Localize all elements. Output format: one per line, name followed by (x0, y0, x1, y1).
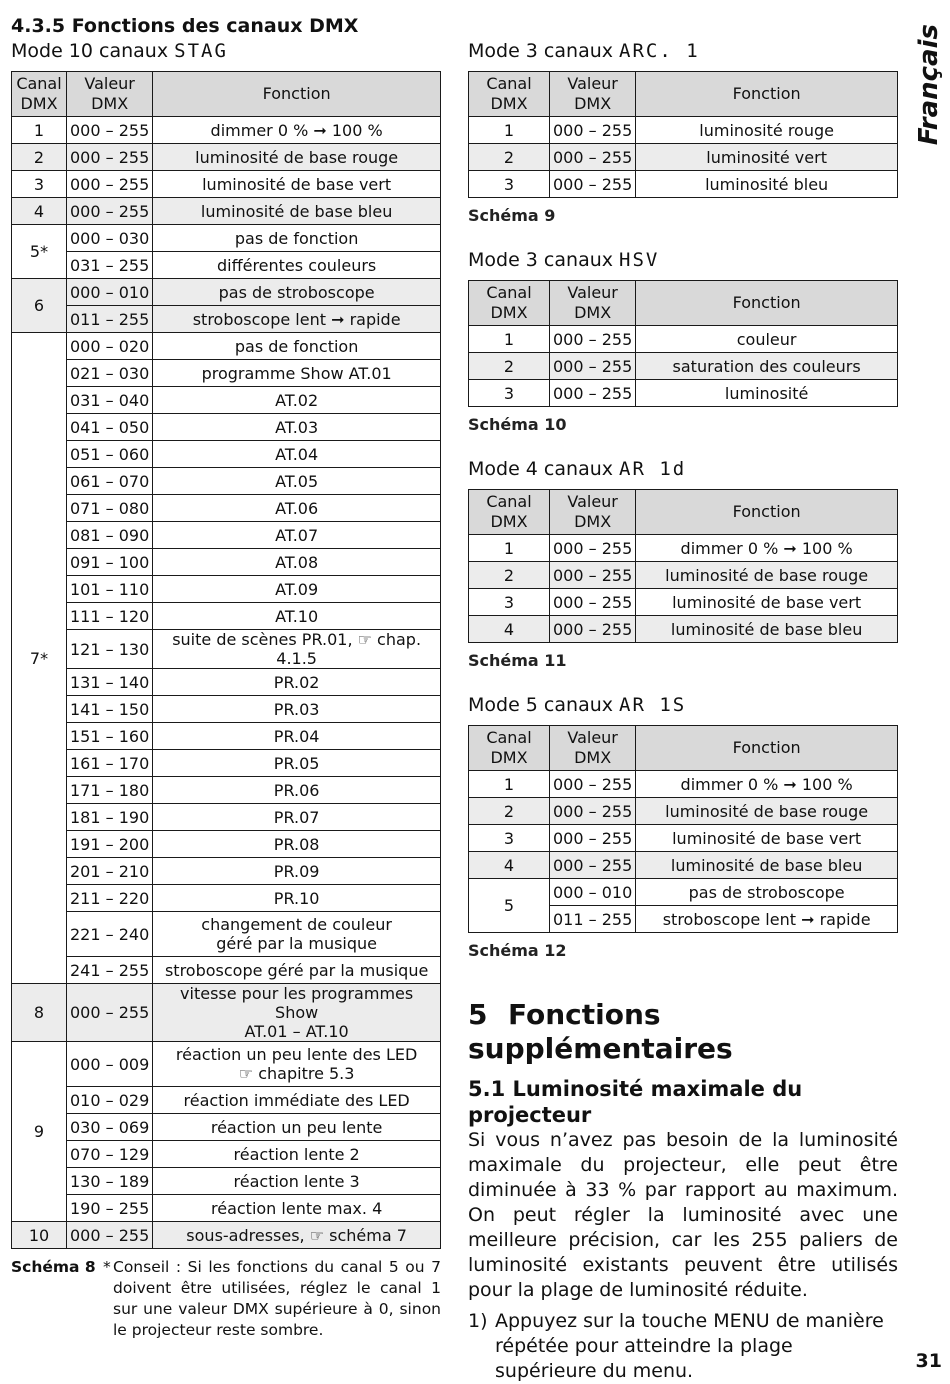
table-row (469, 117, 898, 144)
value-cell: 000 – 255 (67, 117, 153, 144)
value-cell: 051 – 060 (67, 441, 153, 468)
table-row (12, 522, 441, 549)
table-row (12, 696, 441, 723)
table-row (469, 562, 898, 589)
function-cell: PR.10 (153, 885, 441, 912)
table-row (12, 1087, 441, 1114)
value-cell: 000 – 255 (550, 852, 636, 879)
function-cell: luminosité de base bleu (153, 198, 441, 225)
function-cell: AT.06 (153, 495, 441, 522)
channel-cell: 3 (469, 171, 550, 198)
value-cell: 221 – 240 (67, 912, 153, 957)
channel-cell: 5 (469, 879, 550, 933)
function-cell: luminosité bleu (636, 171, 898, 198)
value-cell: 111 – 120 (67, 603, 153, 630)
function-cell: luminosité rouge (636, 117, 898, 144)
value-cell: 190 – 255 (67, 1195, 153, 1222)
value-cell: 071 – 080 (67, 495, 153, 522)
function-cell: stroboscope géré par la musique (153, 957, 441, 984)
table-row (469, 144, 898, 171)
value-cell: 121 – 130 (67, 630, 153, 669)
function-cell: PR.03 (153, 696, 441, 723)
table-row (12, 360, 441, 387)
value-cell: 000 – 255 (67, 1222, 153, 1249)
table-row (12, 1168, 441, 1195)
value-cell: 181 – 190 (67, 804, 153, 831)
channel-cell: 3 (469, 825, 550, 852)
section5-paragraph: Si vous n’avez pas besoin de la luminosité maximale du projecteur, elle peut être diminuée à 33 % par rapport au maximum. On peut régler la luminosité avec une meilleure précision, car les 255 paliers de luminosité existants peuvent être utilisés pour la plage de luminosité réduite. (468, 1129, 898, 1301)
channel-cell: 1 (469, 535, 550, 562)
value-cell: 241 – 255 (67, 957, 153, 984)
mode10-caption: Schéma 8 (11, 1258, 96, 1276)
function-cell: saturation des couleurs (636, 353, 898, 380)
channel-cell: 2 (469, 798, 550, 825)
value-cell: 000 – 255 (550, 353, 636, 380)
table-row (12, 1141, 441, 1168)
mode4-caption: Schéma 11 (468, 651, 567, 670)
value-cell: 031 – 040 (67, 387, 153, 414)
function-cell: AT.07 (153, 522, 441, 549)
table-row (12, 441, 441, 468)
function-cell: luminosité de base bleu (636, 852, 898, 879)
note-star: * (103, 1258, 111, 1276)
function-cell: programme Show AT.01 (153, 360, 441, 387)
table-row (12, 957, 441, 984)
function-cell: luminosité de base rouge (636, 562, 898, 589)
channel-cell: 9 (12, 1042, 67, 1222)
table-row (469, 380, 898, 407)
channel-cell: 1 (469, 117, 550, 144)
channel-cell: 1 (469, 771, 550, 798)
function-cell: vitesse pour les programmes Show AT.01 – AT.10 (153, 984, 441, 1042)
mode10-note (11, 1257, 441, 1341)
value-cell: 081 – 090 (67, 522, 153, 549)
function-cell: pas de stroboscope (636, 879, 898, 906)
channel-cell: 7* (12, 333, 67, 984)
mode3a-title: Mode 3 canaux ARC. 1 (468, 40, 700, 62)
function-cell: luminosité de base vert (153, 171, 441, 198)
function-cell: luminosité de base vert (636, 589, 898, 616)
function-cell: changement de couleur géré par la musique (153, 912, 441, 957)
table-row (12, 468, 441, 495)
function-cell: PR.07 (153, 804, 441, 831)
table-row (469, 326, 898, 353)
value-cell: 000 – 010 (67, 279, 153, 306)
value-cell: 211 – 220 (67, 885, 153, 912)
function-cell: couleur (636, 326, 898, 353)
table-row (469, 798, 898, 825)
channel-cell: 10 (12, 1222, 67, 1249)
function-cell: AT.04 (153, 441, 441, 468)
value-cell: 061 – 070 (67, 468, 153, 495)
function-cell: dimmer 0 % ➞ 100 % (636, 535, 898, 562)
function-cell: suite de scènes PR.01, ☞ chap. 4.1.5 (153, 630, 441, 669)
table-row (12, 306, 441, 333)
table-row (469, 879, 898, 906)
value-cell: 011 – 255 (67, 306, 153, 333)
function-cell: luminosité de base rouge (153, 144, 441, 171)
function-cell: PR.09 (153, 858, 441, 885)
channel-cell: 3 (469, 380, 550, 407)
table-row (12, 630, 441, 669)
value-cell: 000 – 255 (550, 380, 636, 407)
function-cell: réaction un peu lente (153, 1114, 441, 1141)
value-cell: 000 – 009 (67, 1042, 153, 1087)
mode10-title (11, 38, 441, 64)
mode4-block (468, 456, 898, 670)
function-cell: AT.08 (153, 549, 441, 576)
channel-cell: 4 (469, 852, 550, 879)
function-cell: réaction lente 2 (153, 1141, 441, 1168)
table-row (469, 535, 898, 562)
header-fonction: Fonction (153, 72, 441, 117)
header-valeur: Valeur DMX (67, 72, 153, 117)
function-cell: luminosité de base vert (636, 825, 898, 852)
table-row (469, 589, 898, 616)
section5-heading: 5 Fonctions supplémentaires (468, 998, 733, 1065)
left-column (11, 14, 441, 1341)
value-cell: 091 – 100 (67, 549, 153, 576)
table-row (12, 777, 441, 804)
value-cell: 000 – 020 (67, 333, 153, 360)
value-cell: 000 – 255 (550, 616, 636, 643)
mode5-table: Canal DMX Valeur DMX Fonction 1 000 – 255 dimmer 0 % ➞ 100 % 2 000 – 255 luminosité de base rouge 3 000 – 255 luminosité de base vert 4 000 – 255 luminosité de base bleu 5 000 – 010 pas de stroboscope 011 – 255 stroboscope lent ➞ rapide (468, 725, 898, 933)
value-cell: 021 – 030 (67, 360, 153, 387)
table-row (12, 495, 441, 522)
list-text: Appuyez sur la touche MENU de manière répétée pour atteindre la plage supérieure du menu. (495, 1310, 884, 1382)
table-row (12, 387, 441, 414)
function-cell: PR.05 (153, 750, 441, 777)
channel-cell: 5* (12, 225, 67, 279)
table-row (12, 144, 441, 171)
function-cell: AT.10 (153, 603, 441, 630)
function-cell: AT.02 (153, 387, 441, 414)
table-row (12, 171, 441, 198)
function-cell: luminosité vert (636, 144, 898, 171)
table-row (12, 1114, 441, 1141)
function-cell: pas de fonction (153, 225, 441, 252)
table-row (12, 1222, 441, 1249)
value-cell: 000 – 255 (67, 198, 153, 225)
table-row (12, 984, 441, 1042)
value-cell: 000 – 255 (550, 825, 636, 852)
mode10-title-text: Mode 10 canaux (11, 40, 169, 62)
channel-cell: 8 (12, 984, 67, 1042)
mode3b-lcd-code: HSV (619, 249, 660, 271)
table-row (469, 171, 898, 198)
table-row (12, 669, 441, 696)
function-cell: dimmer 0 % ➞ 100 % (636, 771, 898, 798)
value-cell: 141 – 150 (67, 696, 153, 723)
channel-cell: 2 (469, 562, 550, 589)
table-row (12, 750, 441, 777)
channel-cell: 4 (12, 198, 67, 225)
function-cell: luminosité de base bleu (636, 616, 898, 643)
value-cell: 000 – 255 (67, 144, 153, 171)
section5 (468, 998, 898, 1384)
channel-cell: 2 (469, 144, 550, 171)
value-cell: 000 – 255 (550, 562, 636, 589)
function-cell: sous-adresses, ☞ schéma 7 (153, 1222, 441, 1249)
value-cell: 031 – 255 (67, 252, 153, 279)
mode10-table (11, 71, 441, 1249)
table-row (12, 225, 441, 252)
value-cell: 000 – 255 (550, 535, 636, 562)
mode3b-table: Canal DMX Valeur DMX Fonction 1 000 – 255 couleur 2 000 – 255 saturation des couleurs 3 000 – 255 luminosité (468, 280, 898, 407)
page-number: 31 (915, 1350, 942, 1372)
table-row (12, 576, 441, 603)
channel-cell: 1 (469, 326, 550, 353)
mode3a-block (468, 38, 898, 225)
value-cell: 011 – 255 (550, 906, 636, 933)
function-cell: différentes couleurs (153, 252, 441, 279)
list-item (468, 1309, 898, 1384)
mode3b-block (468, 247, 898, 434)
value-cell: 161 – 170 (67, 750, 153, 777)
function-cell: pas de fonction (153, 333, 441, 360)
value-cell: 191 – 200 (67, 831, 153, 858)
value-cell: 000 – 255 (550, 771, 636, 798)
table-row (12, 804, 441, 831)
mode4-lcd-code: AR 1d (619, 458, 687, 480)
table-row (12, 858, 441, 885)
channel-cell: 6 (12, 279, 67, 333)
function-cell: dimmer 0 % ➞ 100 % (153, 117, 441, 144)
table-row (469, 353, 898, 380)
mode3b-title: Mode 3 canaux HSV (468, 249, 660, 271)
value-cell: 000 – 010 (550, 879, 636, 906)
function-cell: réaction lente 3 (153, 1168, 441, 1195)
table-row (12, 603, 441, 630)
channel-cell: 2 (469, 353, 550, 380)
mode5-caption: Schéma 12 (468, 941, 567, 960)
table-row (12, 198, 441, 225)
value-cell: 171 – 180 (67, 777, 153, 804)
function-cell: AT.03 (153, 414, 441, 441)
function-cell: stroboscope lent ➞ rapide (636, 906, 898, 933)
mode5-block (468, 692, 898, 960)
function-cell: luminosité de base rouge (636, 798, 898, 825)
table-row (12, 1042, 441, 1087)
value-cell: 201 – 210 (67, 858, 153, 885)
value-cell: 151 – 160 (67, 723, 153, 750)
channel-cell: 3 (12, 171, 67, 198)
function-cell: stroboscope lent ➞ rapide (153, 306, 441, 333)
table-row (12, 117, 441, 144)
channel-cell: 4 (469, 616, 550, 643)
mode3a-caption: Schéma 9 (468, 206, 556, 225)
value-cell: 000 – 255 (550, 144, 636, 171)
value-cell: 000 – 255 (67, 171, 153, 198)
function-cell: PR.08 (153, 831, 441, 858)
list-number: 1) (468, 1310, 488, 1332)
mode5-title: Mode 5 canaux AR 1S (468, 694, 687, 716)
table-row (12, 549, 441, 576)
table-row (12, 333, 441, 360)
value-cell: 000 – 255 (67, 984, 153, 1042)
table-row (12, 885, 441, 912)
value-cell: 070 – 129 (67, 1141, 153, 1168)
table-row (12, 1195, 441, 1222)
header-canal: Canal DMX (12, 72, 67, 117)
channel-cell: 3 (469, 589, 550, 616)
value-cell: 010 – 029 (67, 1087, 153, 1114)
function-cell: PR.06 (153, 777, 441, 804)
function-cell: réaction immédiate des LED (153, 1087, 441, 1114)
value-cell: 041 – 050 (67, 414, 153, 441)
mode10-lcd-code: STAG (174, 40, 228, 62)
table-row (12, 723, 441, 750)
section5-1-heading: 5.1 Luminosité maximale du projecteur (468, 1077, 803, 1127)
function-cell: AT.05 (153, 468, 441, 495)
function-cell: AT.09 (153, 576, 441, 603)
section-title: 4.3.5 Fonctions des canaux DMX (11, 15, 359, 37)
function-cell: luminosité (636, 380, 898, 407)
function-cell: PR.04 (153, 723, 441, 750)
table-row (469, 771, 898, 798)
mode3a-table: Canal DMX Valeur DMX Fonction 1 000 – 255 luminosité rouge 2 000 – 255 luminosité vert 3 000 – 255 luminosité bleu (468, 71, 898, 198)
mode3a-lcd-code: ARC. 1 (619, 40, 700, 62)
value-cell: 030 – 069 (67, 1114, 153, 1141)
table-row (12, 414, 441, 441)
mode5-lcd-code: AR 1S (619, 694, 687, 716)
value-cell: 000 – 255 (550, 589, 636, 616)
value-cell: 101 – 110 (67, 576, 153, 603)
mode4-title: Mode 4 canaux AR 1d (468, 458, 687, 480)
value-cell: 000 – 255 (550, 326, 636, 353)
table-row (12, 279, 441, 306)
mode3b-caption: Schéma 10 (468, 415, 567, 434)
channel-cell: 1 (12, 117, 67, 144)
table-row (12, 831, 441, 858)
table-row (12, 912, 441, 957)
function-cell: réaction un peu lente des LED ☞ chapitre 5.3 (153, 1042, 441, 1087)
mode4-table: Canal DMX Valeur DMX Fonction 1 000 – 255 dimmer 0 % ➞ 100 % 2 000 – 255 luminosité de base rouge 3 000 – 255 luminosité de base vert 4 000 – 255 luminosité de base bleu (468, 489, 898, 643)
right-column (468, 14, 898, 1384)
note-text: Conseil : Si les fonctions du canal 5 ou 7 doivent être utilisées, réglez le canal 1 sur une valeur DMX supérieure à 0, sinon le projecteur reste sombre. (113, 1258, 441, 1339)
value-cell: 000 – 030 (67, 225, 153, 252)
language-tab: Français (914, 24, 944, 146)
mode10-body (12, 117, 441, 1249)
channel-cell: 2 (12, 144, 67, 171)
table-row (469, 825, 898, 852)
function-cell: PR.02 (153, 669, 441, 696)
value-cell: 000 – 255 (550, 117, 636, 144)
value-cell: 131 – 140 (67, 669, 153, 696)
table-row (469, 616, 898, 643)
function-cell: réaction lente max. 4 (153, 1195, 441, 1222)
table-row (12, 252, 441, 279)
function-cell: pas de stroboscope (153, 279, 441, 306)
value-cell: 000 – 255 (550, 171, 636, 198)
value-cell: 130 – 189 (67, 1168, 153, 1195)
table-row (469, 852, 898, 879)
value-cell: 000 – 255 (550, 798, 636, 825)
